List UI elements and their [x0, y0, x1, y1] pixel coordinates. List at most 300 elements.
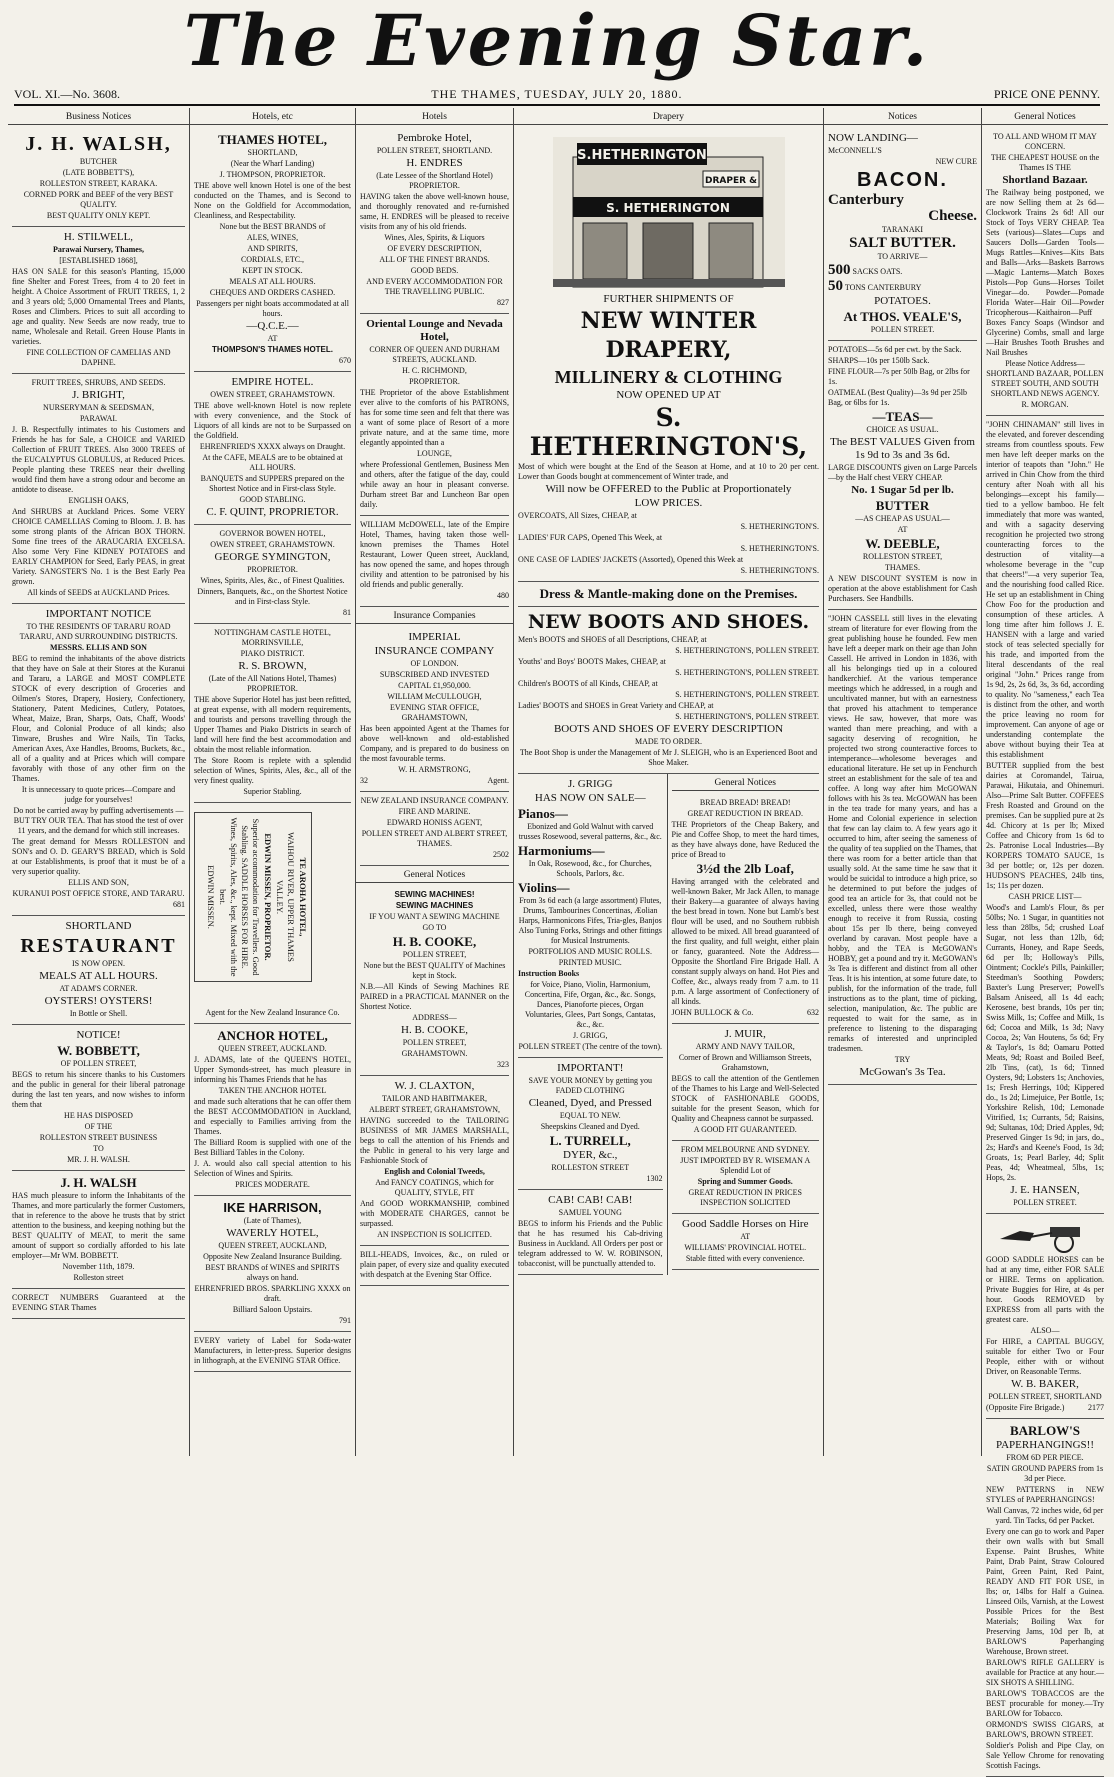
ad-line: J. GRIGG, [573, 1031, 608, 1040]
ad-line: Instruction Books [518, 969, 580, 978]
ad-imperial-insurance [360, 627, 509, 792]
ad-line: English and Colonial Tweeds, [384, 1167, 485, 1176]
column-general-notices [982, 108, 1108, 1770]
ad-body: J. B. Respectfully intimates to his Customers and Friends he has for Sale, a CHOICE and VARIED Collection of FRUIT TREES. Also 3000 TREES of the EUCALYPTUS GLOBULUS, at Reduced Prices. People planting these TREES near their dwelling would find them have a strong odour and become an antidote to disease. [12, 425, 185, 494]
ad-body: The Railway being postponed, we are now Selling them at 2s 6d—Clockwork Trains 2s 6d! All our Stock of Toys VERY CHEAP. Tea Sets (various)—Slates—Cups and Saucers Dolls—Garden Tools—Mugs Rattles—Knives—Kits Bats and Balls—Arks—Baskets Barrows—Magic Lanterns—Match Boxes Pistols—Pop Guns—Horses Toilet Vinegar—do. Powder—Pomade Florida Water—Hair Oil—Powder Tricopherous—Kaithairon—Puff Boxes Fancy Soaps (Windsor and Glycerine) Combs, small and large—Hair Brushes Tooth Brushes and Nail Brushes [986, 188, 1104, 357]
ad-name: J. H. WALSH [60, 1175, 137, 1190]
ad-name: Shortland Bazaar. [1002, 174, 1088, 186]
ad-name: IKE HARRISON, [223, 1200, 322, 1215]
ad-line: OWEN STREET, GRAHAMSTOWN. [210, 390, 335, 399]
ad-line: S. HETHERINGTON'S, POLLEN STREET. [675, 668, 819, 677]
ad-line: FINE COLLECTION OF CAMELIAS AND DAPHNE. [26, 348, 171, 367]
ad-body: Has been appointed Agent at the Thames for above well-known and old-established Company, and is prepared to do business on the most favourable terms. [360, 724, 509, 763]
sub-column-right [668, 774, 820, 1275]
ad-bright-nursery [12, 374, 185, 604]
ad-line: From 3s 6d each (a large assortment) Flutes, Drums, Tambourines Concertinas, Æolian Harps, Harmonicons Fifes, Tria-gles, Banjos Also Tuning Forks, Strings and other fittings for Musical Instruments. [518, 896, 662, 945]
ad-nottingham-castle-hotel [194, 624, 351, 803]
ad-headline: Good Saddle Horses on Hire [682, 1218, 809, 1230]
ad-line: ROLLESTON STREET [551, 1163, 630, 1172]
ad-line: Cleaned, Dyed, and Pressed [528, 1097, 652, 1109]
ad-line: H. C. RICHMOND, [402, 366, 467, 375]
ad-line: Wall Canvas, 72 inches wide, 6d per yard. Tin Tacks, 6d per Packet. [986, 1506, 1104, 1525]
ad-line: HAS NOW ON SALE— [534, 792, 646, 804]
ad-line: R. S. BROWN, [238, 660, 307, 672]
ad-line: POLLEN STREET, SHORTLAND. [376, 146, 493, 155]
ad-number: 670 [339, 356, 351, 365]
ad-line: The BEST VALUES Given from 1s 9d to 3s and 3s 6d. [830, 436, 975, 461]
ad-line: TO ALL AND WHOM IT MAY CONCERN. [993, 132, 1097, 151]
ad-body: The Billiard Room is supplied with one of the Best Billiard Tables in the Colony. [194, 1138, 351, 1157]
ad-name: J. H. WALSH, [25, 133, 172, 155]
ad-line: AT ADAM'S CORNER. [59, 984, 138, 993]
ad-line: Agent. [487, 776, 509, 785]
ad-line: CASH PRICE LIST— [1008, 892, 1082, 901]
ad-line: GREAT REDUCTION IN PRICES INSPECTION SOLICITED [688, 1188, 802, 1207]
ad-line: BANQUETS and SUPPERS prepared on the Shortest Notice and in First-class Style. [200, 474, 345, 493]
ad-body: THE above Superior Hotel has just been refitted, at great expense, with all modern requirements, and tourists and persons travelling through the Upper Thames and Piako Districts in search of land will here find the best accommodation and obtain the most reliable information. [194, 695, 351, 754]
ad-line: CORNED PORK and BEEF of the very BEST QUALITY. [23, 190, 174, 209]
ad-line: S. HETHERINGTON'S. [740, 544, 819, 553]
ad-line: Ladies' BOOTS and SHOES in Great Variety and CHEAP, at [518, 701, 714, 710]
ad-line: Youths' and Boys' BOOTS Makes, CHEAP, at [518, 657, 666, 666]
ad-line: ROLLESTON STREET BUSINESS [39, 1133, 158, 1142]
ad-line: TAILOR AND HABITMAKER, [382, 1094, 487, 1103]
ad-line: INSURANCE COMPANY [374, 645, 495, 657]
ad-body: where Professional Gentlemen, Business Men and others, after the fatigue of the day, could while away an hour in pleasant converse. Durham street Bar and Luncheon Bar open daily. [360, 460, 509, 509]
ad-body: HAVING succeeded to the TAILORING BUSINESS of MR JAMES MARSHALL, begs to call the attention of his Friends and the Public in general to his very large and Fashionable Stock of [360, 1116, 509, 1165]
ad-bill-heads [360, 1246, 509, 1286]
ad-line: Do not be carried away by puffing advertisements — BUT TRY OUR TEA. That has stood the test of over 11 years, and the demand for which still increases. [13, 806, 184, 835]
ad-line: Will now be OFFERED to the Public at Proportionately [545, 483, 792, 495]
ad-line: None but the BEST QUALITY of Machines kept in Stock. [363, 961, 506, 980]
ad-body: J. A. would also call special attention to his Selection of Wines and Spirits. [194, 1159, 351, 1178]
ad-line: GEORGE SYMINGTON, [214, 551, 331, 563]
column-business-notices [8, 108, 190, 1456]
ad-line: ROLLESTON STREET, KARAKA. [39, 179, 158, 188]
ad-pembroke-hotel [360, 128, 509, 314]
ad-line: Harmoniums— [518, 843, 605, 858]
ad-line: NOW OPENED UP AT [616, 389, 721, 401]
ad-body: And SHRUBS at Auckland Prices. Some VERY CHOICE CAMELLIAS Coming to Bloom. J. B. has some strong plants of the African BOX THORN. Some fine trees of the ARAUCARIA EXCELSA. Also some Very Fine KIDNEY POTATOES and EARLY CHAMPION for Seed, Early PEAS, in great Variety. SANGSTER'S No. 1 is the Best Early Pea grown. [12, 507, 185, 586]
ad-line: SHARPS—10s per 150lb Sack. [828, 356, 930, 365]
ad-body: Every one can go to work and Paper their own walls with but Small Expense. Paint Brushes, White Paint, Drab Paint, Straw Coloured Paint, Green Paint, Red Paint, READY AND FIT FOR USE, in lbs; or, 14lbs for Half a Guinea. Linseed Oils, Varnish, at the Lowest Possible Prices for the Best Materials; Boiling Wax for Preserving Jams, 10d per lb, at BARLOW'S Paperhanging Warehouse, Brown street. [986, 1527, 1104, 1656]
ad-line: PIAKO DISTRICT. [240, 649, 305, 658]
ad-line: GRAHAMSTOWN. [401, 1049, 468, 1058]
ad-line: Pianos— [518, 806, 568, 821]
ad-line: JOHN BULLOCK & Co. [671, 1008, 754, 1017]
ad-line: LOUNGE, [417, 449, 452, 458]
ad-line: ELLIS AND SON, [68, 878, 129, 887]
ad-line: Superior Stabling. [243, 787, 302, 796]
ad-line: S. HETHERINGTON'S, POLLEN STREET. [675, 712, 819, 721]
ad-body: THE Proprietors of the Cheap Bakery, and Pie and Coffee Shop, to meet the hard times, as they have always done, have Reduced the price of Bread to [671, 820, 819, 859]
ad-line: JUST IMPORTED BY R. WISEMAN A Splendid Lot of [680, 1156, 811, 1175]
ad-name: TE AROHA HOTEL, [298, 857, 308, 937]
ad-boots-and-shoes [518, 607, 819, 774]
ad-line: SEWING MACHINES [395, 901, 474, 910]
ad-line: LOW PRICES. [634, 497, 703, 509]
ad-te-aroha-hotel [194, 803, 351, 1024]
ad-line: (Late of Thames), [243, 1216, 302, 1225]
ad-line: ENGLISH OAKS, [68, 496, 129, 505]
column-hotels-etc [190, 108, 356, 1456]
ad-body: Wood's and Lamb's Flour, 8s per 50lbs; No. 1 Sugar, in quantities not less than 28lbs, 5d; crushed Loaf Sugar, not less than 12lb, 6d; Currants, Honey, and Rape Seeds, 6d per lb; Holloway's Pills, Ointment; Cockle's Pills, Painkiller; Steedman's Soothing Powders; Baxter's Lung Preserver; Powell's Balsam Aniseed, all 1s 4d each; Kerosene, best brands, 10s per tin; Swiss Milk, 1s; Coffee and Milk, 1s 6d; Cocoa and Milk, 1s 3d; Navy Cocoa, 2s; Van Houtens, 5s 6d; Fry & Taylor's, 1s 8d; Oamaru Potted Meats, 9d; Roast and Boiled Beef, 2lb Tins, (cat), 1s 6d; Tinned Oysters, 9d; Lobsters 1s; Anchovies, 1s; Fresh Herrings, 10d; Kippered do., 1s 2d; Limejuice, Per Bottle, 1s; Yorkshire Relish, 10d; Lemonade Vitrified, 1s; Currants, 5d; Raisins, 9d; Sultanas, 10d; Dried Apples, 9d; Preserved Ginger 1s 9d; in jars, do., 2s; Hard's and Keene's Food, 1s 3d; Groats, 1s; Pearl Barley, 4d; Split Peas, 4d; Wheatmeal, 5lbs, 1s; Hops, 2s. [986, 903, 1104, 1182]
rotated-box [194, 812, 312, 982]
ad-line: S. HETHERINGTON'S. [740, 522, 819, 531]
ad-line: Spring and Summer Goods. [697, 1177, 793, 1186]
ad-ike-harrison [194, 1196, 351, 1332]
ad-line: EDWIN MISSEN. [206, 865, 216, 929]
price: PRICE ONE PENNY. [993, 87, 1100, 101]
ad-line: THE CHEAPEST HOUSE on the Thames IS THE [990, 153, 1100, 172]
ad-body: BUTTER supplied from the best dairies at Coromandel, Tairua, Parawai, Hikutaia, and Ohinemuri. Also—Prime Salt Butter. COFFEES Fresh Roasted and Ground on the premises. Can be supplied pure at 2s 4d. Chicory at 1s per lb; Mixed Coffee and Chicory from 1s 6d to 2s. Patronise Local Industries—By KORPERS TOMATO SAUCE, 1s 3d per bottle; or, 12s per dozen. HUDSON'S PEACHES, 24lb tins, 1s; 11s per dozen. [986, 761, 1104, 890]
ad-line: CHEQUES AND ORDERS CASHED. [209, 288, 336, 297]
ad-sign: THOMPSON'S THAMES HOTEL. [211, 345, 333, 354]
ad-ellis-and-son [12, 604, 185, 916]
drapery-sub-columns [518, 774, 819, 1275]
column-heading: Business Notices [8, 108, 189, 125]
ad-body: GOOD SADDLE HORSES can be had at any time, either FOR SALE or HIRE. Terms on application. Private Buggies for Hire, at 4s per hour. Goods REMOVED by EXPRESS from all parts with the greatest care. [986, 1255, 1104, 1324]
ad-line: ADDRESS— [412, 1013, 457, 1022]
ad-name: J. GRIGG [567, 778, 613, 790]
ad-line: EHRENFRIED'S XXXX always on Draught. [199, 442, 346, 451]
section-heading: General Notices [672, 774, 820, 791]
ad-line: ALL OF THE FINEST BRANDS. [379, 255, 490, 264]
ad-line: C. F. QUINT, PROPRIETOR. [206, 506, 339, 518]
ad-body: The Store Room is replete with a splendid selection of Wines, Spirits, Ales, &c., all of the very finest quality. [194, 756, 351, 785]
ad-line: BUTCHER [79, 157, 118, 166]
ad-line: GREAT REDUCTION IN BREAD. [687, 809, 803, 818]
ad-headline: 3½d the 2lb Loaf, [696, 861, 794, 876]
ad-labels [194, 1332, 351, 1372]
ad-stilwell-nursery [12, 227, 185, 374]
ad-line [360, 776, 509, 786]
ad-body: LARGE DISCOUNTS given on Large Parcels—by the Half chest VERY CHEAP. [828, 463, 977, 482]
ad-body: BEGS to inform his Friends and the Public that he has resumed his Cab-driving Business in Auckland. All Orders per post or telegram addressed to W. W. ROBINSON, tobacconist, will be punctually attended to. [518, 1219, 663, 1268]
ad-name: NOTTINGHAM CASTLE HOTEL, MORRINSVILLE, [214, 628, 331, 647]
ad-body: N.B.—All Kinds of Sewing Machines RE PAIRED in a PRACTICAL MANNER on the Shortest Notice. [360, 982, 509, 1011]
ad-line: Children's BOOTS of all Kinds, CHEAP, at [518, 679, 658, 688]
ad-hetherington-drapery [518, 128, 819, 582]
ad-headline: PAPERHANGINGS!! [996, 1439, 1094, 1451]
ad-claxton-tailor [360, 1076, 509, 1246]
ad-line: PORTFOLIOS AND MUSIC ROLLS. [528, 947, 653, 956]
ad-body: HAVING taken the above well-known house, and thoroughly renovated and re-furnished same, H. ENDRES will be pleased to receive visits from any of his old friends. [360, 192, 509, 231]
ad-line: FROM 6D PER PIECE. [1006, 1453, 1084, 1462]
ad-line: AND SPIRITS, [247, 244, 298, 253]
ad-line: LADIES' FUR CAPS, Opened This Week, at [518, 533, 663, 542]
ad-line: The Boot Shop is under the Management of Mr J. SLEIGH, who is an Experienced Boot and Shoe Maker. [519, 748, 818, 767]
ad-name: L. TURRELL, [549, 1133, 631, 1148]
ad-line: OVERCOATS, All Sizes, CHEAP, at [518, 511, 637, 520]
ad-heading: NOTICE! [76, 1029, 121, 1041]
ad-deeble-grocer [828, 341, 977, 610]
ad-line: Ebonized and Gold Walnut with carved trusses Rosewood, several patterns, &c., &c. [518, 822, 662, 841]
ad-line: FROM MELBOURNE AND SYDNEY. [680, 1145, 810, 1154]
ad-line: SATIN GROUND PAPERS from 1s 3d per Piece. [986, 1464, 1104, 1483]
ad-nz-insurance [360, 792, 509, 866]
ad-line: S. HETHERINGTON'S. [740, 566, 819, 575]
ad-line: SAVE YOUR MONEY by getting you FADED CLOTHING [528, 1076, 652, 1095]
ad-empire-hotel [194, 372, 351, 525]
shop-sign-top: S.HETHERINGTON [576, 148, 707, 163]
ad-line: KURANUI POST OFFICE STORE, AND TARARU. [12, 889, 185, 898]
ad-name: W. B. BAKER, [1011, 1378, 1079, 1390]
ad-line: ONE CASE OF LADIES' JACKETS (Assorted), Opened this Week at [518, 555, 744, 564]
ad-baker-horses [986, 1214, 1104, 1419]
column-heading: Notices [824, 108, 981, 125]
ad-line: (Late Lessee of the Shortland Hotel) PROPRIETOR. [376, 171, 493, 190]
ad-number: 2502 [493, 850, 509, 859]
ad-line: R. MORGAN. [1021, 400, 1069, 409]
ad-line: November 11th, 1879. [62, 1262, 135, 1271]
ad-body: "JOHN CASSELL still lives in the elevating stream of literature for ever flowing from the great publishing house he founded. Few men have left a deeper mark on their age than John Cassell. He arrived in London in 1836, with all his belongings tied up in a coloured handkerchief. At the various temperance meetings which he addressed, in a rough and uncultivated manner, but with an earnestness that proved his attachment to temperance views. He saw, however, that more was wanted than mere preaching, and with a sagacity deserving of recognition, he projected two strong counteractive forces to intemperance—wholesome beverages and educational literature. He set up in Fenchurch street an establishment for the sale of tea and coffee. A long way after him McGOWAN follows with his 3s tea. McGOWAN has been in the tea trade for many years, and has a Home and Colonial experience in selection that few can lay claim to. A few years ago it occurred to him, after seeing the sameness of the quality of tea supplied on the Thames, that there was room for a better article than that usually sold. At the same time he saw that it would be suicidal to introduce a high price, so he determined to put before the judges of good tea an article for 3s, that could not be excelled, unless there were those wealthy enough to receive it from Russia, costing about 15s per lb there, being conveyed overland by caravan. Most people have a hobby, and the TEA is McGOWAN's HOBBY, get a pound and try it. McGOWAN's 3s Tea is different and distinct from all other Teas. It is his intention, at some future date, to publish, for the information of the trade, full instructions as to the plant, time of picking, selection, manipulation, &c. The public are requested to wait for the same, as in preference to listening to the disparaging remarks of interested and unprincipled tradesmen. [828, 614, 977, 1053]
ad-shortland-bazaar [986, 128, 1104, 416]
ad-line: GOOD BEDS. [410, 266, 459, 275]
ad-line: QUEEN STREET, AUCKLAND, [218, 1241, 327, 1250]
ad-body: CORRECT NUMBERS Guaranteed at the EVENING STAR Thames [12, 1293, 185, 1312]
ad-line: for Voice, Piano, Violin, Harmonium, Concertina, Fife, Organ, &c., &c. Songs, Dances, Pianoforte pieces, Organ Voluntaries, Glees, Part Songs, Cantatas, &c., &c. [524, 980, 656, 1029]
ad-name: ANCHOR HOTEL, [217, 1028, 328, 1043]
ad-line: POLLEN STREET. [1013, 1198, 1077, 1207]
ad-name: NEW ZEALAND INSURANCE COMPANY. [360, 796, 509, 805]
ad-line: BREAD BREAD! BREAD! [699, 798, 791, 807]
ad-line: MEALS AT ALL HOURS. [39, 970, 158, 982]
columns [8, 108, 1108, 1770]
ad-line: BEST BRANDS of WINES and SPIRITS always on hand. [205, 1263, 340, 1282]
ad-line: In Oak, Rosewood, &c., for Churches, Schools, Parlors, &c. [528, 859, 652, 878]
ad-line: TAKEN THE ANCHOR HOTEL [218, 1086, 327, 1095]
ad-line: TONS CANTERBURY [844, 283, 922, 292]
ad-line: FURTHER SHIPMENTS OF [603, 293, 734, 305]
ad-line: SACKS OATS. [852, 267, 903, 276]
ad-body: EVERY variety of Label for Soda-water Manufacturers, in letter-press. Superior designs in lithograph, at the EVENING STAR Office. [194, 1336, 351, 1365]
ad-body: THE Proprietor of the above Establishment ever alive to the comforts of his PATRONS, has for some time seen and felt that there was a want of some place of Resort of a more private nature, and at the same time, more elegantly appointed than a [360, 388, 509, 447]
shop-sign-main: S. HETHERINGTON [605, 201, 730, 215]
ad-name: S. HETHERINGTON'S, [529, 403, 808, 461]
ad-line: AND EVERY ACCOMMODATION FOR THE TRAVELLING PUBLIC. [366, 277, 503, 296]
ad-body: BEGS to return his sincere thanks to his Customers and the public in general for their liberal patronage during the last ten years, and now wishes to inform them that [12, 1070, 185, 1109]
ad-line: POTATOES—5s 6d per cwt. by the Sack. [828, 345, 962, 354]
ad-mcgowan-tea [828, 610, 977, 1085]
ad-line: KEPT IN STOCK. [242, 266, 303, 275]
ad-number: 32 [360, 776, 368, 785]
ad-line: GO TO [422, 923, 447, 932]
ad-name: THAMES HOTEL, [217, 132, 328, 147]
buggy-illustration [990, 1219, 1100, 1253]
section-heading: General Notices [356, 866, 513, 883]
ad-line: Rolleston street [73, 1273, 124, 1282]
ad-name: H. STILWELL, [63, 231, 134, 243]
ad-line: Stable fitted with every convenience. [685, 1254, 805, 1263]
ad-line [986, 1403, 1104, 1413]
ad-body: HAS much pleasure to inform the Inhabitants of the Thames, and more particularly the former Customers, that in reference to the above he trusts that by strict attention to the business, and keeping nothing but the BEST QUALITY of MEAT, to merit the same amount of support so cordially afforded to his late employer—Mr WM. BOBBETT. [12, 1191, 185, 1260]
ad-line: Parawai Nursery, Thames, [53, 245, 144, 254]
ad-line: At the CAFE, MEALS are to be obtained at ALL HOURS. [202, 453, 343, 472]
ad-line: EHRENFRIED BROS. SPARKLING XXXX on draft. [194, 1284, 351, 1303]
volume-number: VOL. XI.—No. 3608. [14, 87, 120, 101]
ad-line: GOOD STABLING. [239, 495, 306, 504]
ad-number: 81 [343, 608, 351, 617]
ad-wiseman [672, 1141, 820, 1214]
ad-line: MR. J. H. WALSH. [67, 1155, 130, 1164]
ad-line: WILLIAM McCULLOUGH, [387, 692, 482, 701]
ad-mcdowell [360, 516, 509, 607]
dateline [14, 84, 1100, 106]
ad-line: BEST QUALITY ONLY KEPT. [46, 211, 151, 220]
ad-line: Corner of Brown and Williamson Streets, Grahamstown, [678, 1053, 812, 1072]
ad-line: McCONNELL'S [828, 146, 882, 155]
column-heading: General Notices [982, 108, 1108, 125]
column-hotels [356, 108, 514, 1456]
ad-line: AN INSPECTION IS SOLICITED. [377, 1230, 492, 1239]
rotated-ad [194, 812, 351, 1002]
ad-line: H. B. COOKE, [401, 1024, 468, 1036]
ad-line: ALSO— [1030, 1326, 1060, 1335]
ad-number: 791 [339, 1316, 351, 1325]
ad-line: Billiard Saloon Upstairs. [232, 1305, 313, 1314]
ad-line: Wines, Spirits, Ales, &c., of Finest Qualities. [200, 576, 345, 585]
ad-line: SUBSCRIBED AND INVESTED [379, 670, 490, 679]
ad-line: ALES, WINES, [246, 233, 299, 242]
ad-thames-hotel [194, 128, 351, 372]
sub-column-left [518, 774, 668, 1275]
ad-line: Sheepskins Cleaned and Dyed. [540, 1122, 640, 1131]
ad-line: IS NOW OPEN. [72, 959, 125, 968]
ad-line: AT [740, 1232, 751, 1241]
ad-sewing-machines [360, 886, 509, 1076]
ad-line: OATMEAL (Best Quality)—3s 9d per 25lb Bag, or 6lbs for 1s. [828, 388, 968, 407]
ad-line [828, 263, 977, 278]
ad-line: SHORTLAND, [247, 148, 298, 157]
ad-name: IMPERIAL [408, 631, 461, 643]
ad-grigg-music [518, 774, 663, 1058]
ad-line: ROLLESTON STREET, [862, 552, 943, 561]
ad-body: And GOOD WORKMANSHIP, combined with MODERATE CHARGES, cannot be surpassed. [360, 1199, 509, 1228]
ad-line: PRICES MODERATE. [235, 1180, 310, 1189]
ad-line [672, 1008, 820, 1018]
ad-body: "JOHN CHINAMAN" still lives in the elevated, and forever descending streams from countless spouts. Few men have left deeper marks on the interior of teapots than "John." He arrived in Chin Chow from the third century after Noah with all his belongings—except his family—tied to a yellow bamboo. He felt immediately that more was wanted, and with a sagacity deserving recognition he projected two strong counteracting forces to the destruction of vitality—a wholesome beverage in the "cup that cheers!"—a very superior Tea, and the nourishing food called Rice. He set up an establishment in Ching Chow Foo for the production and consumption of these articles. A long time after him follows J. E. HANSEN with a large and varied stock of teas selected specially for his trade, and imported from the literal descendants of the real original "John." Prices range from 1s 9d, 2s, 2s 6d, 3s, 3s 6d, according to quality. No "sameness," each Tea is distinct from the other, and worth the price leaving no room for improvement. Can anyone of age or understanding contemplate the above without buying their Tea at this establishment [986, 420, 1104, 759]
shop-sign-draper: DRAPER & [704, 176, 757, 186]
ad-line: TRY [894, 1055, 911, 1064]
ad-body: BARLOW'S TOBACCOS are the BEST procurable for money.—Try BARLOW for Tobacco. [986, 1689, 1104, 1718]
ad-line: FINE FLOUR—7s per 50lb Bag, or 2lbs for 1s. [828, 367, 970, 386]
ad-headline: SALT BUTTER. [849, 235, 956, 251]
ad-body: THE above well-known Hotel is now replete with every convenience, and the Stock of Liquors of all kinds are not to be Surpassed on the Goldfield. [194, 401, 351, 440]
ad-number: 827 [497, 298, 509, 307]
ad-line: AT [267, 334, 278, 343]
ad-line: (Opposite Fire Brigade.) [986, 1403, 1065, 1412]
ad-hansen-tea [986, 416, 1104, 1214]
ad-headline: BACON. [857, 169, 948, 191]
ad-line: MEALS AT ALL HOURS. [229, 277, 316, 286]
ad-line: OF EVERY DESCRIPTION, [387, 244, 482, 253]
ad-number: 632 [807, 1008, 819, 1017]
ad-line: AT [897, 525, 908, 534]
ad-heading: IMPORTANT NOTICE [45, 608, 152, 620]
ad-line: IF YOU WANT A SEWING MACHINE [369, 912, 500, 921]
ad-turrell-dyer [518, 1058, 663, 1190]
ad-line: [ESTABLISHED 1868], [59, 256, 138, 265]
ad-line: EDWIN MISSEN, PROPRIETOR. [263, 833, 273, 961]
ad-saddle-horses [672, 1214, 820, 1270]
ad-line: TO [93, 1144, 104, 1153]
ad-line: CORNER OF QUEEN AND DURHAM STREETS, AUCKLAND. [369, 345, 500, 364]
ad-line: J. THOMPSON, PROPRIETOR. [219, 170, 326, 179]
ad-name: MESSRS. ELLIS AND SON [50, 643, 147, 652]
ad-headline: Canterbury [828, 192, 904, 208]
ad-line: SAMUEL YOUNG [558, 1208, 622, 1217]
column-heading: Hotels [356, 108, 513, 125]
ad-body: BARLOW'S RIFLE GALLERY is available for Practice at any hour.—SIX SHOTS A SHILLING. [986, 1658, 1104, 1687]
ad-name: BARLOW'S [1009, 1423, 1081, 1438]
ad-body: BEGS to call the attention of the Gentlemen of the Thames to his Large and Well-Selected STOCK of FASHIONABLE GOODS, suitable for the present Season, which for Quality and Cheapness cannot be surpassed. [671, 1074, 819, 1123]
ad-body: THE above well known Hotel is one of the best conducted on the Thames, and is Second to None on the Goldfield for Accommodation, Cleanliness, and Respectability. [194, 181, 351, 220]
ad-line: S. HETHERINGTON'S, POLLEN STREET. [675, 690, 819, 699]
ad-heading: IMPORTANT! [557, 1062, 624, 1074]
ad-body: ORMOND'S SWISS CIGARS, at BARLOW'S, BROWN STREET. [986, 1720, 1104, 1739]
ad-line: PROPRIETOR. [247, 565, 298, 574]
ad-line: OF POLLEN STREET, [60, 1059, 137, 1068]
ad-line: Passengers per night boats accommodated at all hours. [196, 299, 349, 318]
ad-line: HE HAS DISPOSED [64, 1111, 133, 1120]
ad-line: OF THE [84, 1122, 113, 1131]
masthead-title: The Evening Star. [183, 0, 931, 82]
ad-line: None but the BEST BRANDS of [219, 222, 326, 231]
ad-line: QUEEN STREET, AUCKLAND. [218, 1044, 327, 1053]
ad-line: TO ARRIVE— [877, 252, 928, 261]
ad-walsh-notice [12, 1171, 185, 1289]
ad-body: The great demand for Messrs ROLLESTON and SON's and O. D. GEARY'S BREAD, which is Sold at our Establishments, is proof that it must be of a very superior quality. [12, 837, 185, 876]
ad-line: ARMY AND NAVY TAILOR, [695, 1042, 795, 1051]
ad-line: POLLEN STREET (The centre of the town). [518, 1042, 663, 1051]
ad-line: Opposite New Zealand Insurance Building. [203, 1252, 342, 1261]
ad-line: A GOOD FIT GUARANTEED. [693, 1125, 797, 1134]
ad-line: TARANAKI [881, 225, 924, 234]
ad-line: SHORTLAND [65, 920, 132, 932]
ad-line: ALBERT STREET, GRAHAMSTOWN, [368, 1105, 501, 1114]
ad-walsh-butcher [12, 128, 185, 227]
ad-name: At THOS. VEALE'S, [843, 309, 962, 324]
ad-line: It is unnecessary to quote prices—Compare and judge for yourselves! [21, 785, 176, 804]
ad-line: And FANCY COATINGS, which for QUALITY, STYLE, FIT [375, 1178, 494, 1197]
ad-line: (LATE BOBBETT'S), [62, 168, 135, 177]
ad-name: J. BRIGHT, [72, 389, 125, 401]
ad-line: WILLIAMS' PROVINCIAL HOTEL. [684, 1243, 807, 1252]
ad-line: WAVERLY HOTEL, [226, 1227, 319, 1239]
ad-line: POLLEN STREET AND ALBERT STREET, THAMES. [361, 829, 508, 848]
ad-heading: CAB! CAB! CAB! [548, 1194, 633, 1206]
ad-line: OF LONDON. [410, 659, 459, 668]
ad-number: 50 [828, 278, 843, 294]
ad-line: POLLEN STREET, [402, 950, 467, 959]
ad-line: Agent for the New Zealand Insurance Co. [205, 1008, 340, 1017]
ad-headline: NEW WINTER DRAPERY, [580, 308, 757, 363]
ad-body: WILLIAM McDOWELL, late of the Empire Hotel, Thames, having taken those well-known premises the Thames Hotel Restaurant, Lower Queen street, Auckland, has now opened the same, and hopes through civility and attention to be patronised by his old friends and public generally. [360, 520, 509, 589]
ad-bobbett-notice [12, 1025, 185, 1171]
ad-line: POLLEN STREET. [870, 325, 935, 334]
ad-line: Superior accommodation for Travellers. Good Stabling. SADDLE HORSES FOR HIRE. Wines, Spirits, Ales, &c., kept. Mixed with the best. [218, 817, 261, 977]
ad-body: and made such alterations that he can offer them the BEST ACCOMMODATION in Auckland, and especially to Families arriving from the Thames. [194, 1097, 351, 1136]
ad-line: Violins— [518, 880, 570, 895]
ad-line: Please Notice Address— SHORTLAND BAZAAR, POLLEN STREET SOUTH, AND SOUTH SHORTLAND NEWS AGENCY. [986, 359, 1104, 398]
ad-line: EVENING STAR OFFICE, GRAHAMSTOWN, [390, 703, 479, 722]
ad-governor-bowen-hotel [194, 525, 351, 624]
ad-number: 500 [828, 262, 851, 278]
ad-headline: No. 1 Sugar 5d per lb. [851, 484, 954, 496]
ad-headline: MILLINERY & CLOTHING [554, 367, 783, 387]
ad-veale-provisions [828, 128, 977, 341]
